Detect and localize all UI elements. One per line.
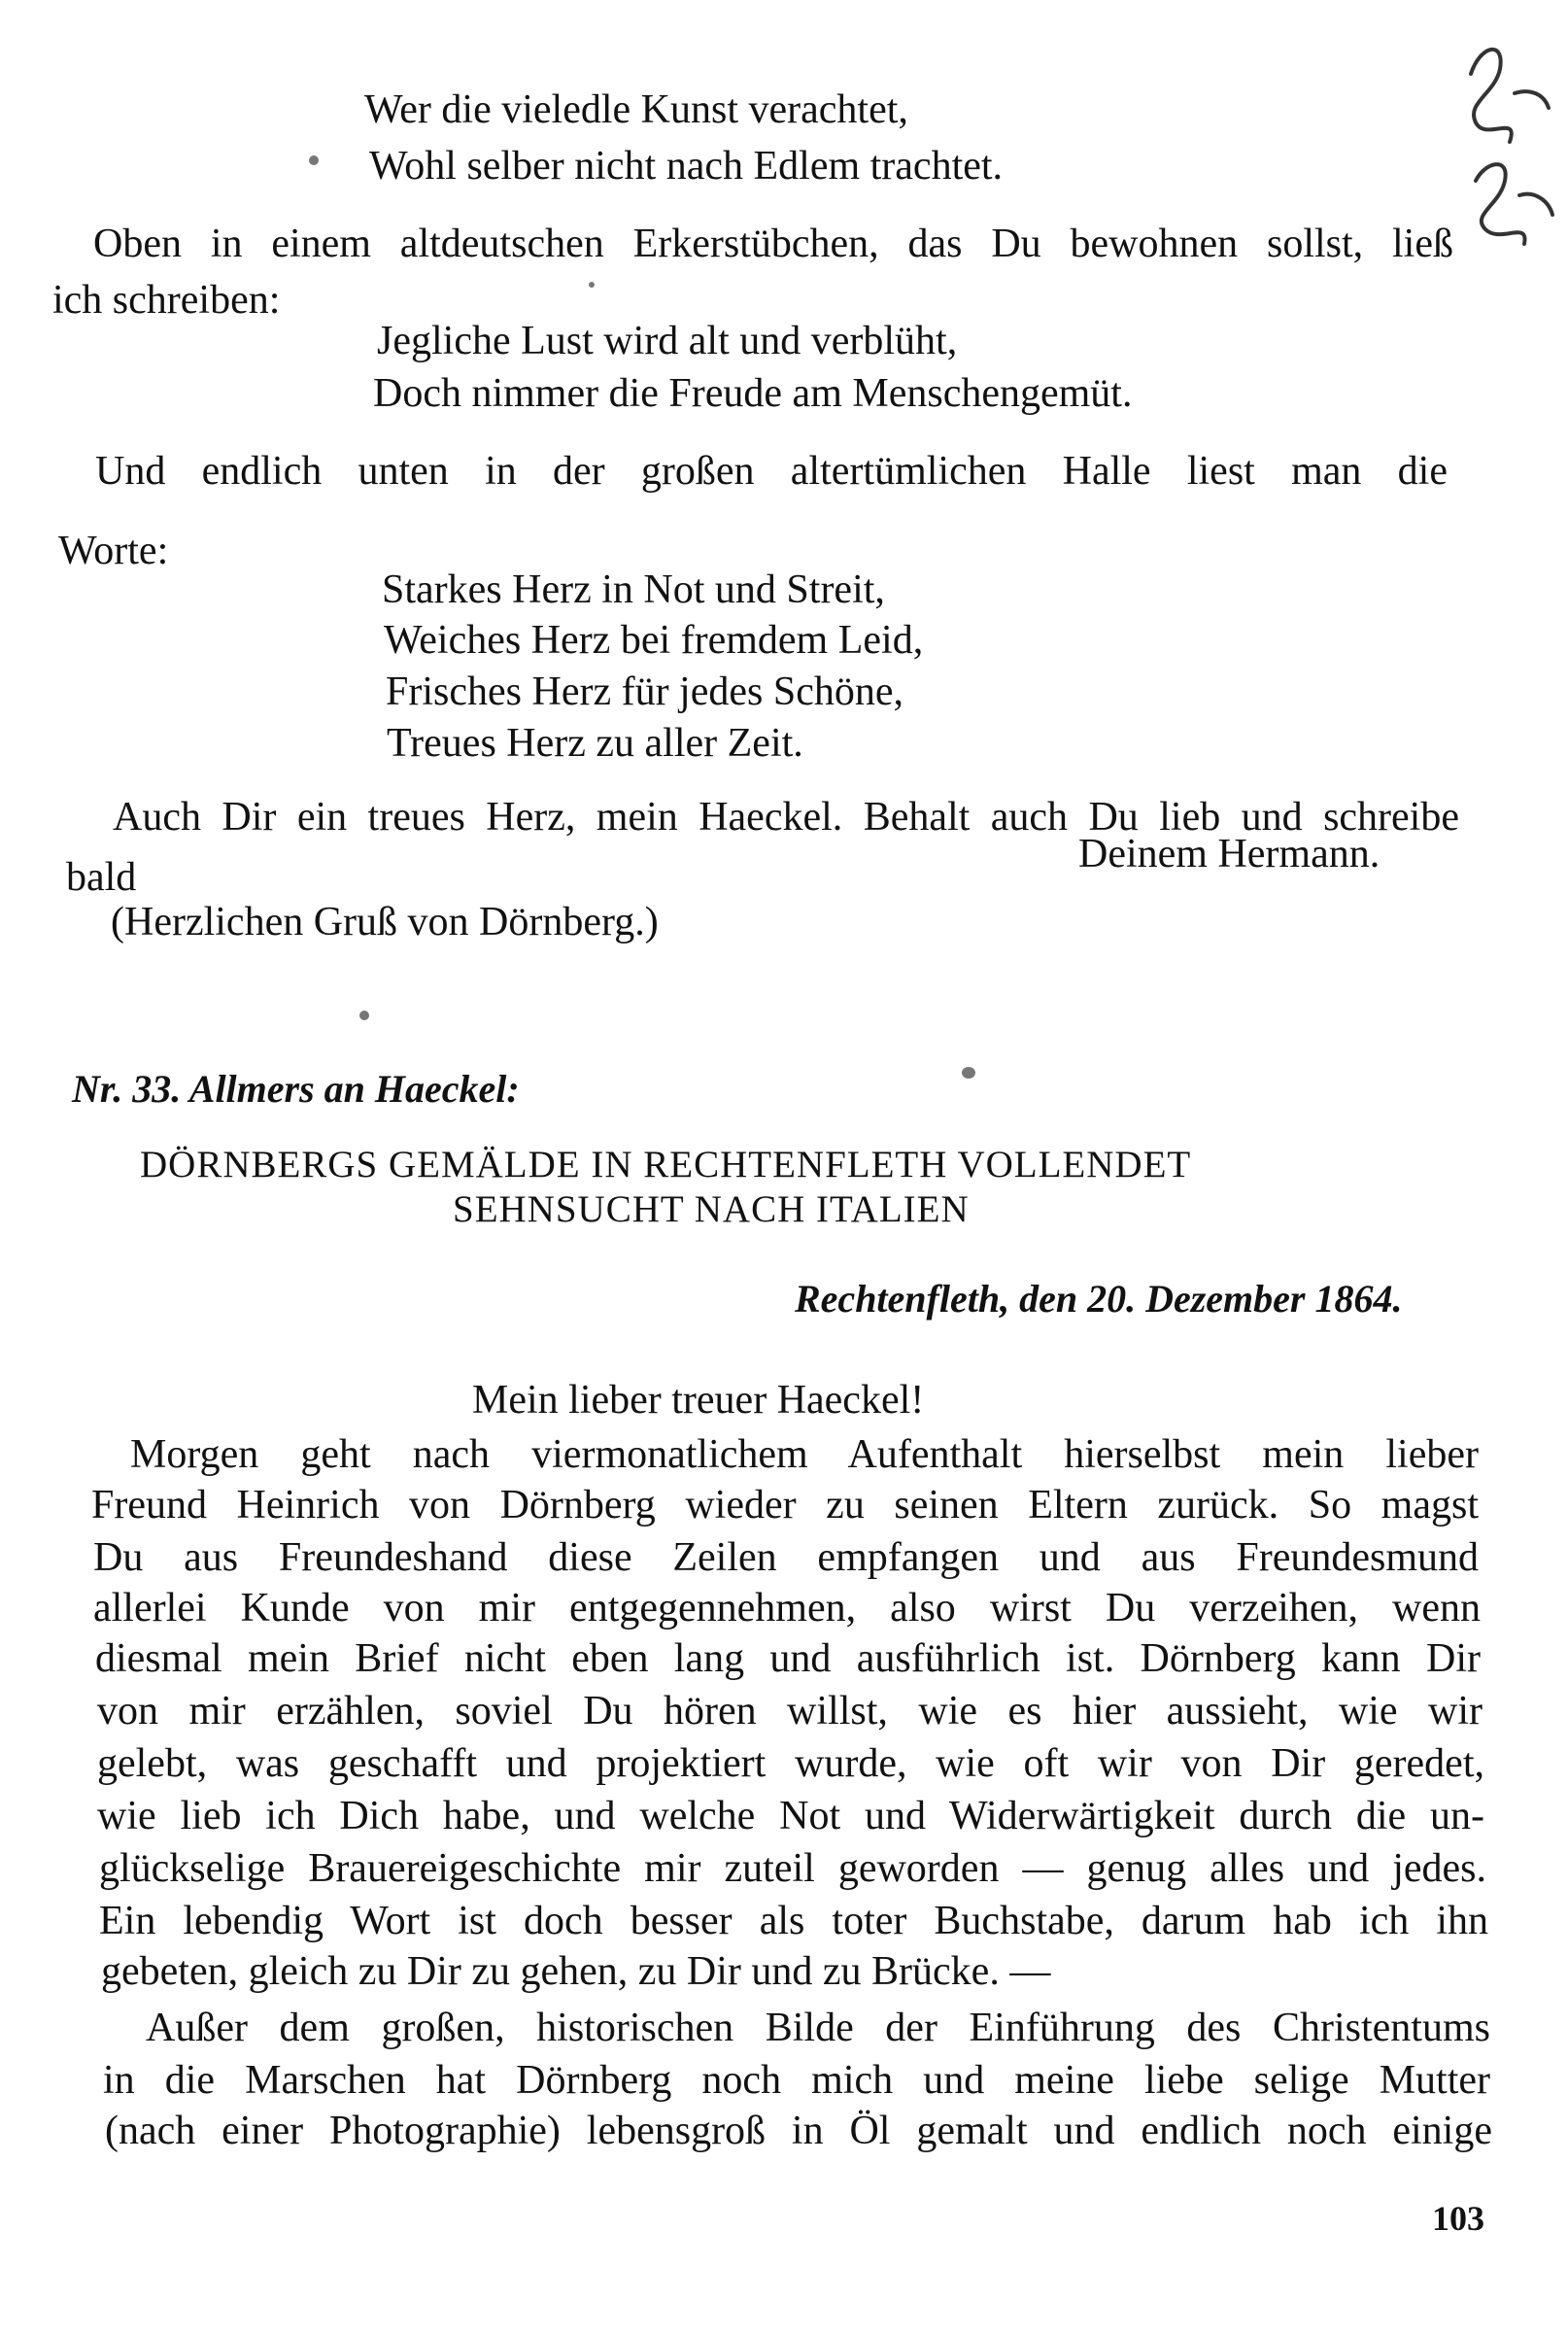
closing-signature: Deinem Hermann. (1078, 832, 1381, 876)
closing-line-1: Auch Dir ein treues Herz, mein Haeckel. Behalt auch Du lieb und schreibe (113, 795, 1459, 840)
body-line-9: glückselige Brauereigeschichte mir zuteil geworden — genug alles und jedes. (99, 1846, 1486, 1891)
body-line-2: Freund Heinrich von Dörnberg wieder zu seinen Eltern zurück. So magst (91, 1483, 1479, 1527)
scan-speck (962, 1067, 975, 1079)
body-line-1: Morgen geht nach viermonatlichem Aufenthalt hierselbst mein lieber (130, 1432, 1479, 1477)
verse1-line-2: Wohl selber nicht nach Edlem trachtet. (369, 144, 1004, 189)
body-line-8: wie lieb ich Dich habe, und welche Not und Widerwärtigkeit durch die un- (97, 1794, 1484, 1838)
body-line-10: Ein lebendig Wort ist doch besser als toter Buchstabe, darum hab ich ihn (99, 1899, 1488, 1943)
body-line-4: allerlei Kunde von mir entgegennehmen, also wirst Du verzeihen, wenn (93, 1586, 1481, 1630)
body-line-5: diesmal mein Brief nicht eben lang und ausführlich ist. Dörnberg kann Dir (95, 1636, 1481, 1681)
scan-speck (359, 1011, 369, 1020)
body-line-14: (nach einer Photographie) lebensgroß in Öl gemalt und endlich noch einige (105, 2109, 1492, 2153)
body-line-6: von mir erzählen, soviel Du hören willst, wie es hier aussieht, wie wir (97, 1689, 1483, 1733)
salutation: Mein lieber treuer Haeckel! (472, 1378, 925, 1423)
verse2-line-1: Jegliche Lust wird alt und verblüht, (377, 319, 958, 363)
para1-line-1: Oben in einem altdeutschen Erkerstübchen, das Du bewohnen sollst, ließ (93, 222, 1453, 266)
verse3-line-1: Starkes Herz in Not und Streit, (382, 567, 885, 612)
body-line-12: Außer dem großen, historischen Bilde der Einführung des Christentums (146, 2006, 1490, 2050)
verse1-line-1: Wer die vieledle Kunst verachtet, (364, 87, 908, 132)
para1-line-2: ich schreiben: (52, 278, 281, 323)
dateline: Rechtenfleth, den 20. Dezember 1864. (795, 1277, 1403, 1321)
para2-line-2: Worte: (58, 529, 169, 573)
handwritten-margin-note-icon (1451, 35, 1558, 258)
title-line-1: DÖRNBERGS GEMÄLDE IN RECHTENFLETH VOLLENDET (140, 1144, 1192, 1185)
closing-postscript: (Herzlichen Gruß von Dörnberg.) (111, 900, 659, 944)
scan-speck (589, 282, 595, 288)
body-line-7: gelebt, was geschafft und projektiert wurde, wie oft wir von Dir geredet, (97, 1741, 1484, 1786)
verse3-line-2: Weiches Herz bei fremdem Leid, (384, 618, 924, 663)
body-line-11: gebeten, gleich zu Dir zu gehen, zu Dir und zu Brücke. — (101, 1949, 1051, 1994)
verse3-line-4: Treues Herz zu aller Zeit. (387, 721, 803, 766)
verse2-line-2: Doch nimmer die Freude am Menschengemüt. (373, 371, 1133, 416)
closing-bald: bald (66, 855, 137, 900)
para2-line-1: Und endlich unten in der großen altertümlichen Halle liest man die (95, 449, 1448, 494)
verse3-line-3: Frisches Herz für jedes Schöne, (386, 669, 903, 714)
letter-heading: Nr. 33. Allmers an Haeckel: (72, 1067, 520, 1111)
title-line-2: SEHNSUCHT NACH ITALIEN (453, 1188, 970, 1230)
body-line-13: in die Marschen hat Dörnberg noch mich und meine liebe selige Mutter (103, 2058, 1490, 2103)
page-number: 103 (1432, 2199, 1484, 2238)
scan-speck (309, 155, 319, 165)
body-line-3: Du aus Freundeshand diese Zeilen empfangen und aus Freundesmund (93, 1535, 1479, 1580)
